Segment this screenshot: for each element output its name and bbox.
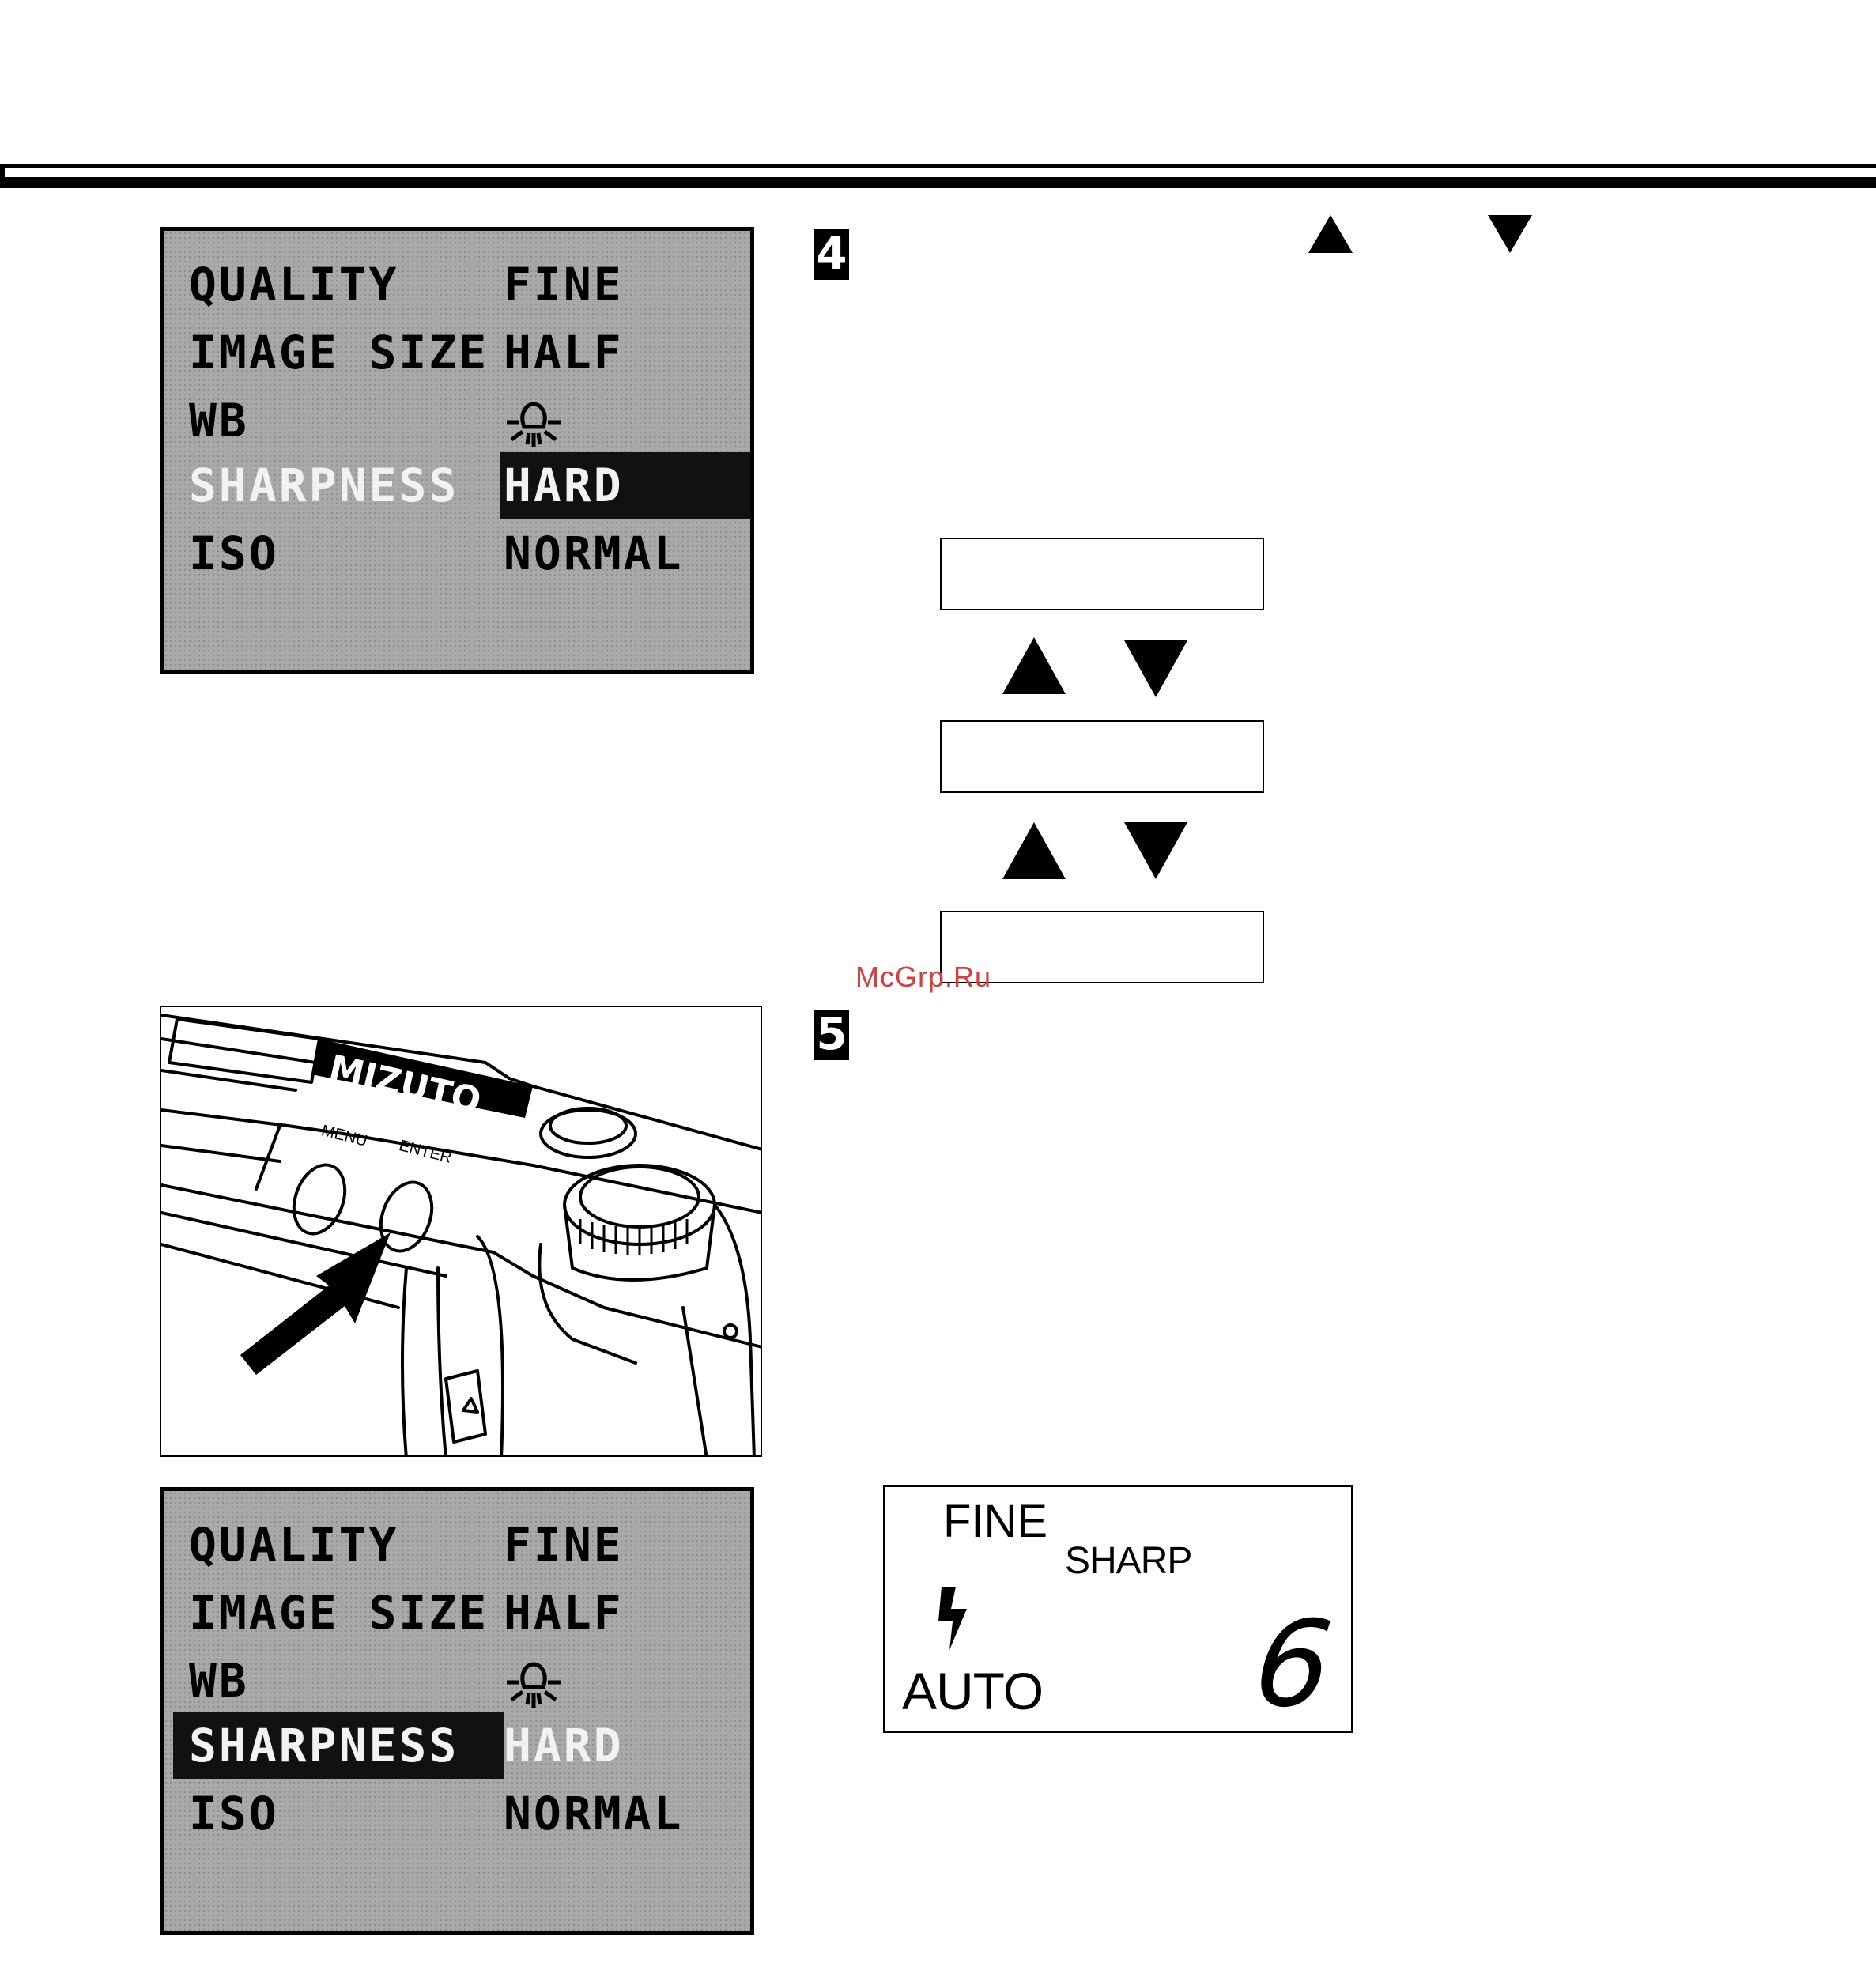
watermark: McGrp.Ru	[855, 961, 992, 993]
incandescent-bulb-icon	[504, 398, 564, 449]
menu-label: IMAGE SIZE	[189, 1586, 489, 1640]
triangle-down-icon	[1123, 821, 1189, 881]
menu-value: NORMAL	[504, 1787, 684, 1840]
menu-value: HALF	[504, 326, 624, 379]
menu-label: SHARPNESS	[189, 459, 459, 512]
flow-box-1	[940, 538, 1264, 610]
frame-counter: 6	[1248, 1596, 1338, 1734]
menu-value-selected: HARD	[504, 459, 624, 512]
step-4-badge: 4	[814, 229, 849, 280]
menu-label: WB	[189, 1654, 249, 1708]
enter-button-label: ENTER	[397, 1137, 454, 1167]
menu-row-image-size	[164, 1580, 750, 1646]
menu-row-image-size	[164, 319, 750, 386]
menu-label: IMAGE SIZE	[189, 326, 489, 379]
triangle-up-icon	[1307, 213, 1354, 255]
camera-illustration	[160, 1006, 762, 1457]
menu-value: FINE	[504, 258, 624, 311]
data-panel	[883, 1485, 1353, 1733]
menu-label-selected: SHARPNESS	[189, 1719, 459, 1772]
menu-button-label: MENU	[319, 1122, 369, 1150]
menu-label: QUALITY	[189, 1518, 399, 1572]
menu-value: HALF	[504, 1586, 624, 1640]
step-5-badge: 5	[814, 1010, 849, 1060]
triangle-up-icon	[1001, 636, 1067, 696]
menu-value: HARD	[504, 1719, 624, 1772]
flash-bolt-icon	[932, 1585, 976, 1651]
flow-box-2	[940, 720, 1264, 793]
flash-mode-indicator: AUTO	[902, 1662, 1044, 1720]
menu-row-sharpness	[164, 452, 750, 519]
menu-row-iso	[164, 1780, 750, 1847]
menu-row-quality	[164, 1512, 750, 1578]
triangle-down-icon	[1486, 213, 1534, 255]
sharpness-indicator: SHARP	[1065, 1540, 1192, 1582]
header-rule-thin	[0, 164, 1876, 168]
menu-value: FINE	[504, 1518, 624, 1572]
menu-row-iso	[164, 520, 750, 587]
menu-label: QUALITY	[189, 258, 399, 311]
triangle-up-icon	[1001, 821, 1067, 881]
menu-row-quality	[164, 251, 750, 318]
menu-row-wb	[164, 1648, 750, 1714]
menu-value: NORMAL	[504, 527, 684, 580]
menu-label: WB	[189, 394, 249, 447]
triangle-down-icon	[1123, 639, 1189, 699]
menu-row-sharpness	[164, 1712, 750, 1779]
quality-indicator: FINE	[943, 1496, 1048, 1547]
header-rule-tick	[0, 168, 5, 185]
menu-screen-bottom	[160, 1487, 754, 1935]
incandescent-bulb-icon	[504, 1659, 564, 1709]
menu-label: ISO	[189, 1787, 279, 1840]
menu-row-wb	[164, 387, 750, 454]
menu-label: ISO	[189, 527, 279, 580]
svg-text:MIZUTO: MIZUTO	[325, 1048, 485, 1122]
header-rule-thick	[0, 177, 1876, 188]
menu-screen-top	[160, 227, 754, 674]
